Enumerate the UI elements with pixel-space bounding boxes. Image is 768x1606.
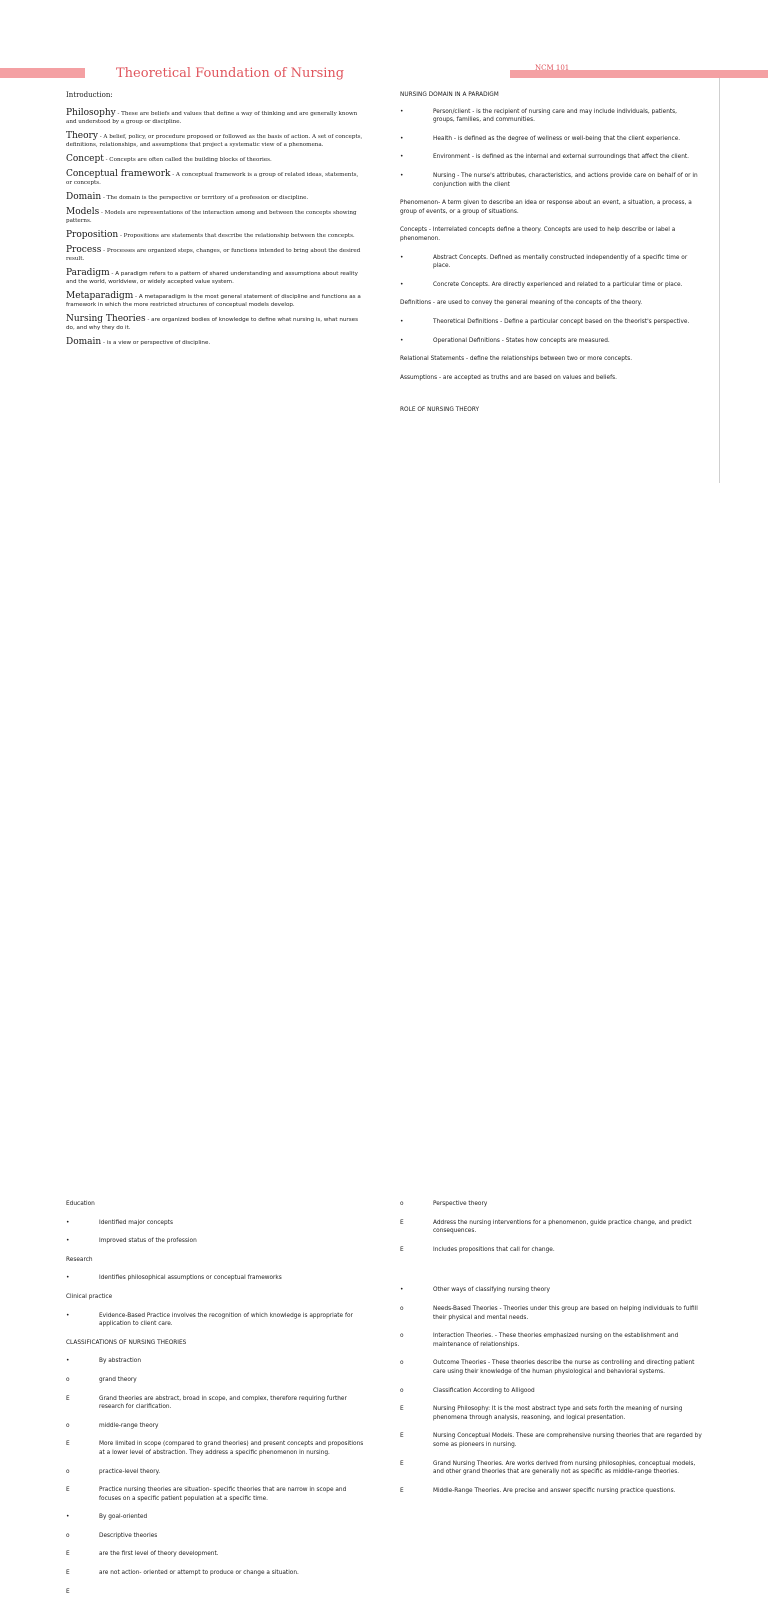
list-item-text: CLASSIFICATIONS OF NURSING THEORIES bbox=[66, 1339, 187, 1346]
term-definition: - A paradigm refers to a pattern of shared understanding and assumptions about reality and the world, worldview, or widely accepted value system. bbox=[66, 271, 358, 285]
list-item bbox=[66, 1395, 366, 1412]
list-item bbox=[66, 1376, 366, 1385]
list-item bbox=[66, 1200, 366, 1209]
list-item bbox=[400, 1387, 704, 1396]
bullet-marker: • bbox=[66, 1219, 70, 1226]
list-item bbox=[66, 1312, 366, 1329]
list-item bbox=[400, 318, 700, 327]
left-column bbox=[66, 91, 366, 353]
definitions-text: Definitions - are used to convey the general meaning of the concepts of the theory. bbox=[400, 300, 643, 307]
list-item bbox=[400, 1487, 704, 1496]
list-item-text: Outcome Theories - These theories describe the nurse as controlling and directing patient care using their knowledge of the human physiological and behavioral systems. bbox=[433, 1360, 695, 1375]
bullet-marker: o bbox=[400, 1333, 404, 1340]
list-item bbox=[400, 337, 700, 346]
right-column bbox=[400, 91, 700, 425]
list-item-text: More limited in scope (compared to grand theories) and present concepts and propositions at a lower level of abstraction. They address a specific phenomenon in nursing. bbox=[99, 1441, 364, 1456]
term-entry bbox=[66, 246, 366, 263]
term-entry bbox=[66, 231, 366, 240]
term-definition: - A metaparadigm is the most general statement of discipline and functions as a framework in which the more restricted structures of conceptual models develop. bbox=[66, 294, 361, 308]
term-definition: - Models are representations of the interaction among and between the concepts showing patterns. bbox=[66, 210, 357, 224]
list-item bbox=[66, 1293, 366, 1302]
bullet-marker: • bbox=[400, 281, 404, 288]
list-item-text: Person/client - is the recipient of nursing care and may include individuals, patients, groups, families, and communities. bbox=[433, 108, 678, 124]
concept-list bbox=[400, 254, 700, 290]
list-item-text: By abstraction bbox=[99, 1358, 142, 1365]
list-item-text: Operational Definitions - States how concepts are measured. bbox=[433, 337, 610, 344]
bullet-marker: o bbox=[400, 1305, 404, 1312]
list-item-text: are not action- oriented or attempt to produce or change a situation. bbox=[99, 1570, 299, 1577]
page-edge-rule bbox=[719, 78, 720, 483]
list-item-text: Nursing Conceptual Models. These are comprehensive nursing theories that are regarded by some as pioneers in nursing. bbox=[433, 1433, 702, 1448]
list-item-text: Evidence-Based Practice involves the recognition of which knowledge is appropriate for application to client care. bbox=[99, 1312, 353, 1328]
document-page-1 bbox=[0, 0, 768, 590]
term-definition: - Concepts are often called the building blocks of theories. bbox=[103, 157, 272, 163]
bullet-marker: • bbox=[66, 1275, 70, 1282]
list-item bbox=[400, 1359, 704, 1376]
relational-text: Relational Statements - define the relationships between two or more concepts. bbox=[400, 356, 633, 363]
phenomenon-text: Phenomenon- A term given to describe an idea or response about an event, a situation, a process, a group of events, or a group of situations. bbox=[400, 200, 692, 215]
list-item bbox=[66, 1532, 366, 1541]
bullet-marker: o bbox=[66, 1468, 70, 1475]
bullet-marker: E bbox=[66, 1395, 70, 1402]
list-item bbox=[66, 1440, 366, 1457]
bullet-marker: • bbox=[66, 1312, 70, 1319]
page2-right-column bbox=[400, 1200, 704, 1505]
list-item bbox=[66, 1274, 366, 1283]
bullet-marker: • bbox=[400, 337, 404, 344]
list-item bbox=[66, 1569, 366, 1578]
bullet-marker: E bbox=[66, 1551, 70, 1558]
concepts-text: Concepts - Interrelated concepts define a theory. Concepts are used to help describe or label a phenomenon. bbox=[400, 227, 676, 242]
list-item-text: are the first level of theory development. bbox=[99, 1551, 219, 1558]
list-item-text: Clinical practice bbox=[66, 1293, 113, 1300]
list-item-text: grand theory bbox=[99, 1376, 137, 1383]
list-item-text: Address the nursing interventions for a phenomenon, guide practice change, and predict consequences. bbox=[433, 1219, 692, 1235]
bullet-marker: E bbox=[400, 1219, 404, 1226]
list-item-text: Perspective theory bbox=[433, 1201, 488, 1207]
list-item bbox=[400, 254, 700, 271]
term-definition: - Propositions are statements that describe the relationship between the concepts. bbox=[118, 233, 355, 239]
bullet-marker: • bbox=[400, 108, 404, 115]
term-entry bbox=[66, 193, 366, 202]
bullet-marker: o bbox=[400, 1201, 404, 1207]
term-definition: - A conceptual framework is a group of related ideas, statements, or concepts. bbox=[66, 172, 359, 186]
list-item bbox=[400, 1460, 704, 1477]
list-item bbox=[66, 1237, 366, 1246]
list-item-text: Middle-Range Theories. Are precise and answer specific nursing practice questions. bbox=[433, 1487, 676, 1494]
term-name: Proposition bbox=[66, 230, 119, 240]
term-definition: - The domain is the perspective or territory of a profession or discipline. bbox=[101, 195, 309, 201]
bullet-marker: E bbox=[400, 1460, 404, 1467]
term-name: Domain bbox=[66, 337, 102, 347]
term-name: Philosophy bbox=[66, 108, 116, 118]
list-item bbox=[400, 1332, 704, 1349]
list-item bbox=[66, 1219, 366, 1228]
bullet-marker: E bbox=[66, 1487, 70, 1494]
domain-heading: NURSING DOMAIN IN A PARADIGM bbox=[400, 92, 499, 98]
list-item bbox=[400, 281, 700, 290]
spacer bbox=[400, 1264, 704, 1286]
list-item bbox=[400, 135, 700, 144]
list-item bbox=[66, 1256, 366, 1265]
term-definition: - Processes are organized steps, changes, or functions intended to bring about the desired result. bbox=[66, 248, 361, 262]
list-item bbox=[400, 1405, 704, 1422]
list-item-text: Improved status of the profession bbox=[99, 1238, 197, 1245]
term-entry bbox=[66, 155, 366, 164]
domain-list bbox=[400, 108, 700, 190]
bullet-marker: • bbox=[400, 172, 404, 179]
list-item bbox=[400, 1219, 704, 1236]
term-entry bbox=[66, 109, 366, 126]
term-name: Models bbox=[66, 207, 100, 217]
list-item-text: Identifies philosophical assumptions or conceptual frameworks bbox=[99, 1275, 282, 1282]
list-item-text: Other ways of classifying nursing theory bbox=[433, 1287, 550, 1294]
page-title: Theoretical Foundation of Nursing bbox=[116, 66, 345, 81]
page2-left-column bbox=[66, 1200, 366, 1606]
term-entry bbox=[66, 292, 366, 309]
list-item bbox=[66, 1468, 366, 1477]
list-item-text: Grand theories are abstract, broad in scope, and complex, therefore requiring further research for clarification. bbox=[99, 1395, 347, 1411]
list-item-text: Nursing - The nurse's attributes, characteristics, and actions provide care on behalf of or in conjunction with the client bbox=[433, 172, 698, 188]
bullet-marker: • bbox=[400, 254, 404, 261]
bullet-marker: • bbox=[66, 1514, 70, 1521]
list-item-text: Nursing Philosophy: It is the most abstract type and sets forth the meaning of nursing phenomena through analysis, reasoning, and logical presentation. bbox=[433, 1406, 683, 1421]
bullet-marker: • bbox=[66, 1238, 70, 1245]
definition-list bbox=[400, 318, 700, 345]
list-item bbox=[400, 1305, 704, 1322]
bullet-marker: • bbox=[66, 1358, 70, 1365]
list-item bbox=[66, 1486, 366, 1503]
list-item-text: Abstract Concepts. Defined as mentally constructed independently of a specific time or place. bbox=[433, 254, 688, 270]
term-name: Theory bbox=[66, 131, 98, 141]
term-name: Paradigm bbox=[66, 268, 110, 278]
list-item-text: Health - is defined as the degree of wellness or well-being that the client experience. bbox=[433, 135, 681, 142]
bullet-marker: o bbox=[66, 1376, 70, 1383]
term-definition: - These are beliefs and values that define a way of thinking and are generally known and understood by a group or discipline. bbox=[66, 111, 358, 125]
list-item-text: Includes propositions that call for change. bbox=[433, 1246, 555, 1253]
list-item bbox=[66, 1513, 366, 1522]
bullet-marker: E bbox=[66, 1441, 70, 1448]
term-entry bbox=[66, 132, 366, 149]
role-heading: ROLE OF NURSING THEORY bbox=[400, 407, 480, 414]
bullet-marker: • bbox=[400, 135, 404, 142]
term-name: Concept bbox=[66, 154, 104, 164]
intro-label: Introduction: bbox=[66, 91, 113, 99]
list-item bbox=[400, 1200, 704, 1209]
list-item-text: Research bbox=[66, 1256, 93, 1263]
header-accent-bar-left bbox=[0, 68, 85, 78]
list-item-text: Practice nursing theories are situation- specific theories that are narrow in scope and focuses on a specific patient population at a specific time. bbox=[99, 1487, 347, 1502]
term-entry bbox=[66, 338, 366, 347]
bullet-marker: o bbox=[400, 1360, 404, 1367]
list-item bbox=[400, 1432, 704, 1449]
list-item-text: Theoretical Definitions - Define a particular concept based on the theorist's perspective. bbox=[433, 318, 690, 325]
list-item-text: practice-level theory. bbox=[99, 1468, 161, 1475]
term-definition: - are organized bodies of knowledge to define what nursing is, what nurses do, and why they do it. bbox=[66, 317, 358, 331]
list-item bbox=[400, 108, 700, 125]
list-item-text: Concrete Concepts. Are directly experienced and related to a particular time or place. bbox=[433, 281, 683, 288]
term-entry bbox=[66, 170, 366, 187]
term-name: Metaparadigm bbox=[66, 291, 134, 301]
term-list bbox=[66, 109, 366, 347]
list-item-text: Needs-Based Theories - Theories under this group are based on helping individuals to fulfill their physical and mental needs. bbox=[433, 1305, 698, 1321]
bullet-marker: E bbox=[400, 1406, 404, 1413]
list-item-text: Education bbox=[66, 1201, 95, 1207]
course-code: NCM 101 bbox=[535, 64, 570, 72]
list-item-text: Grand Nursing Theories. Are works derived from nursing philosophies, conceptual models, and other grand theories that are generally not as specific as middle-range theories. bbox=[433, 1460, 696, 1476]
bullet-marker: • bbox=[400, 1287, 404, 1294]
bullet-marker: • bbox=[400, 154, 404, 161]
document-page-2 bbox=[0, 590, 768, 1595]
term-name: Process bbox=[66, 245, 102, 255]
term-name: Nursing Theories bbox=[66, 314, 146, 324]
bullet-marker: E bbox=[400, 1433, 404, 1440]
list-item bbox=[400, 1246, 704, 1255]
list-item bbox=[66, 1550, 366, 1559]
term-definition: - is a view or perspective of discipline. bbox=[101, 340, 211, 346]
term-entry bbox=[66, 315, 366, 332]
list-item-text: By goal-oriented bbox=[99, 1514, 148, 1521]
bullet-marker: E bbox=[400, 1246, 404, 1253]
term-entry bbox=[66, 208, 366, 225]
bullet-marker: o bbox=[66, 1532, 70, 1539]
list-item bbox=[400, 153, 700, 162]
bullet-marker: E bbox=[66, 1588, 70, 1595]
term-name: Domain bbox=[66, 192, 102, 202]
list-item bbox=[400, 172, 700, 189]
bullet-marker: E bbox=[400, 1487, 404, 1494]
list-item bbox=[66, 1339, 366, 1348]
term-entry bbox=[66, 269, 366, 286]
bullet-marker: E bbox=[66, 1570, 70, 1577]
bullet-marker: o bbox=[66, 1422, 70, 1429]
list-item-text: Descriptive theories bbox=[99, 1532, 158, 1539]
list-item bbox=[66, 1588, 366, 1597]
term-definition: - A belief, policy, or procedure proposed or followed as the basis of action. A set of concepts, definitions, relationships, and assumptions that project a systematic view of a phenomena. bbox=[66, 134, 363, 148]
list-item bbox=[400, 1286, 704, 1295]
list-item-text: Classification According to Alligood bbox=[433, 1387, 535, 1394]
list-item-text: Environment - is defined as the internal and external surroundings that affect the client. bbox=[433, 154, 690, 161]
list-item bbox=[66, 1357, 366, 1366]
list-item-text: Identified major concepts bbox=[99, 1219, 173, 1226]
list-item-text: Interaction Theories. - These theories emphasized nursing on the establishment and maintenance of relationships. bbox=[433, 1333, 679, 1348]
bullet-marker: • bbox=[400, 318, 404, 325]
list-item-text: middle-range theory bbox=[99, 1422, 159, 1429]
assumptions-text: Assumptions - are accepted as truths and are based on values and beliefs. bbox=[400, 374, 617, 381]
term-name: Conceptual framework bbox=[66, 169, 171, 179]
bullet-marker: o bbox=[400, 1387, 404, 1394]
list-item bbox=[66, 1422, 366, 1431]
